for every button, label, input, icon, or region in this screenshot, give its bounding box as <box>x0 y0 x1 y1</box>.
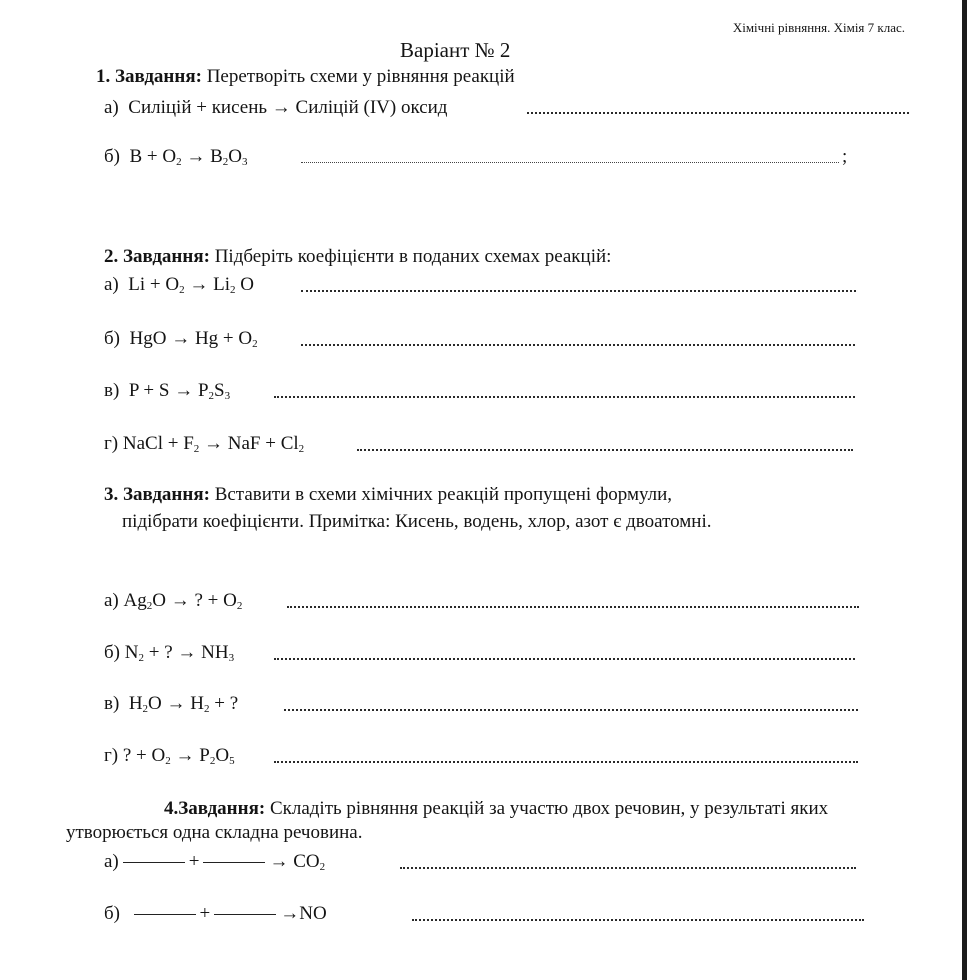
item-marker: б) <box>104 642 120 663</box>
item-marker: в) <box>104 380 120 401</box>
task4-text-line2: утворюється одна складна речовина. <box>66 822 363 843</box>
formula-2v: $P + S \to P_2S_3$ <box>128 380 231 402</box>
formula-2g: NaCl + $F_2$ → NaF + $Cl_2$ <box>122 433 305 455</box>
task4-heading <box>164 798 828 820</box>
formula-3g: ? + $O_2 \to P_2O_5$ <box>122 745 235 767</box>
task2-label: 2. Завдання: <box>104 246 210 267</box>
task3-label: 3. Завдання: <box>104 484 210 505</box>
formula-3b: $N_2$ + ? → $NH_3$ <box>124 642 235 664</box>
task1-item-b <box>104 146 248 168</box>
item-marker: б) <box>104 328 120 349</box>
task3-item-g <box>104 745 235 767</box>
formula-3a: $Ag_2O$ → ? + $O_2$ <box>123 590 243 612</box>
blank-reactant-1[interactable] <box>134 914 196 915</box>
item-marker: б) <box>104 146 120 167</box>
task3-item-b <box>104 642 234 664</box>
blank-reactant-1[interactable] <box>123 862 185 863</box>
item-marker: а) <box>104 590 119 611</box>
formula-2a: $Li + O_2 \to Li_2$ O <box>128 274 254 296</box>
answer-line-3v[interactable] <box>284 709 858 711</box>
answer-line-3b[interactable] <box>274 658 855 660</box>
arrow-sign: → <box>269 851 289 872</box>
task4-text: Складіть рівняння реакцій за участю двох речовин, у результаті яких <box>269 798 829 819</box>
item-marker: а) <box>104 97 119 118</box>
task4-item-b <box>104 903 327 925</box>
task1-number: 1. <box>96 66 111 87</box>
answer-line-2g[interactable] <box>357 449 853 451</box>
formula-3v: $H_2O \to H_2$ + ? <box>128 693 239 715</box>
answer-line-2a[interactable] <box>301 290 856 292</box>
variant-title: Варіант № 2 <box>400 38 511 62</box>
item-marker: в) <box>104 693 120 714</box>
task3-item-a <box>104 590 242 612</box>
task3-item-v <box>104 693 238 715</box>
formula-1b: $B + O_2 \to B_2O_3$ <box>129 146 248 168</box>
formula-2b: HgO → $Hg + O_2$ <box>129 328 258 350</box>
item-marker: г) <box>104 745 119 766</box>
task4-label: 4.Завдання: <box>164 798 266 819</box>
answer-line-2b[interactable] <box>301 344 855 346</box>
answer-line-2v[interactable] <box>274 396 855 398</box>
answer-line-3a[interactable] <box>287 606 859 608</box>
answer-line-1b[interactable] <box>301 162 839 163</box>
arrow-sign: → <box>280 903 300 924</box>
answer-line-4b[interactable] <box>412 919 864 921</box>
blank-reactant-2[interactable] <box>214 914 276 915</box>
page-header: Хімічні рівняння. Хімія 7 клас. <box>732 20 905 35</box>
task3-heading <box>104 484 672 506</box>
plus-sign: + <box>188 851 200 872</box>
task4-item-a <box>104 851 325 873</box>
scan-edge <box>962 0 967 980</box>
item-marker: а) <box>104 274 119 295</box>
item-marker: б) <box>104 903 120 924</box>
item-marker: г) <box>104 433 119 454</box>
answer-line-4a[interactable] <box>400 867 856 869</box>
task2-text: Підберіть коефіцієнти в поданих схемах реакцій: <box>214 246 612 267</box>
task1-label: Завдання: <box>115 66 202 87</box>
task1-a-scheme: Силіцій + кисень → Силіцій (IV) оксид <box>128 97 448 118</box>
line-end-semicolon: ; <box>842 146 848 167</box>
task2-item-b <box>104 328 258 350</box>
item-marker: а) <box>104 851 119 872</box>
task2-item-v <box>104 380 230 402</box>
plus-sign: + <box>199 903 211 924</box>
answer-line-1a[interactable] <box>527 112 909 114</box>
task2-item-a <box>104 274 254 296</box>
blank-reactant-2[interactable] <box>203 862 265 863</box>
task1-text: Перетворіть схеми у рівняння реакцій <box>206 66 515 87</box>
task2-heading <box>104 246 611 268</box>
answer-line-3g[interactable] <box>274 761 858 763</box>
product-no: NO <box>299 903 327 924</box>
task2-item-g <box>104 433 304 455</box>
task3-text-line2: підібрати коефіцієнти. Примітка: Кисень, водень, хлор, азот є двоатомні. <box>122 511 712 532</box>
task1-item-a <box>104 97 447 119</box>
product-co2: $CO_2$ <box>293 851 326 873</box>
task1-heading <box>96 66 515 88</box>
task3-text: Вставити в схеми хімічних реакцій пропущені формули, <box>214 484 673 505</box>
